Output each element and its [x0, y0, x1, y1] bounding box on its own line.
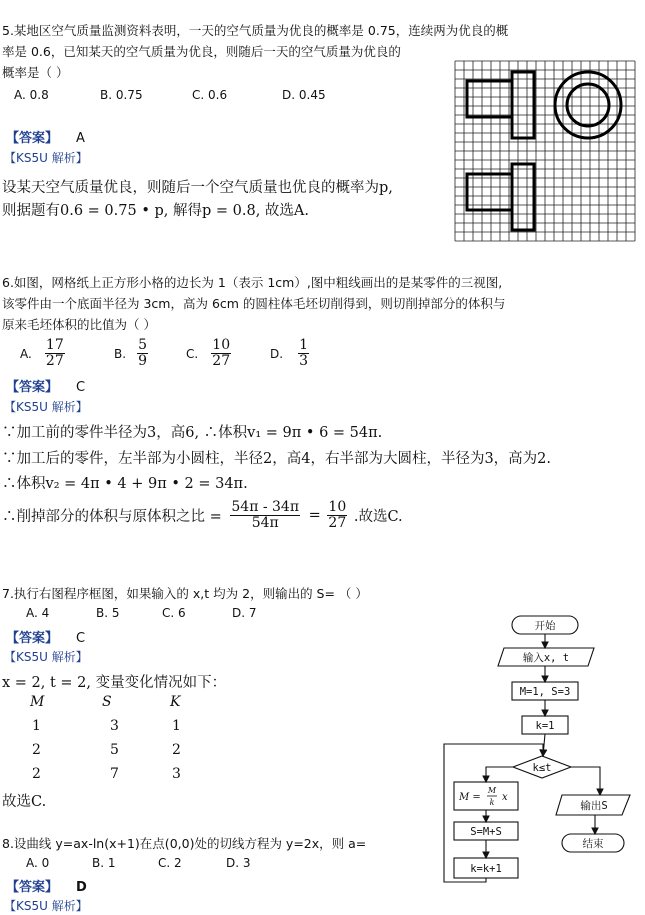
flow-init-label: M=1, S=3: [519, 686, 571, 698]
result-fraction: $\frac{10}{27}$: [328, 499, 347, 531]
q8-stem-line1: 8.设曲线 y=ax-ln(x+1)在点(0,0)处的切线方程为 y=2x，则 a=: [2, 836, 367, 851]
table-row: 1 3 1: [32, 718, 181, 734]
q5-stem-line1: 5.某地区空气质量监测资料表明，一天的空气质量为优良的概率是 0.75，连续两为优良的概: [2, 23, 509, 38]
answer-value: D: [76, 880, 87, 895]
table-header-cell: S: [102, 694, 112, 710]
flow-end-label: 结束: [582, 838, 604, 850]
answer-value: A: [76, 131, 85, 146]
q6-solution-line4: ∴削掉部分的体积与原体积之比 = $\frac{54\pi - 34\pi}{54\pi}$ = $\frac{10}{27}$ .故选C.: [2, 499, 403, 531]
q6-stem-line2: 该零件由一个底面半径为 3cm，高为 6cm 的圆柱体毛坯切削得到，则切削掉部分的体积与: [2, 296, 506, 311]
q5-answer: [6, 127, 85, 146]
q6-option-d: [270, 338, 309, 369]
q7-solution-line1: x = 2, t = 2, 变量变化情况如下：: [2, 675, 227, 691]
q5-solution-line1: 设某天空气质量优良，则随后一个空气质量也优良的概率为p,: [2, 180, 393, 196]
top-view-outer-circle: [555, 72, 621, 138]
flow-start-label: 开始: [534, 620, 556, 632]
q6-stem-line3: 原来毛坯体积的比值为（ ）: [2, 317, 156, 332]
front-view-small-rect: [467, 81, 512, 117]
q8-option-c: C. 2: [158, 856, 182, 870]
answer-label: 【答案】: [6, 880, 59, 895]
table-header-cell: M: [30, 694, 45, 710]
q7-answer: [6, 627, 85, 646]
q6-option-b: [114, 338, 148, 369]
q8-option-d: D. 3: [226, 856, 251, 870]
option-label: B.: [114, 347, 127, 361]
flow-k-step-label: k=k+1: [470, 863, 502, 875]
q7-variable-table: [30, 694, 200, 790]
flow-output-label: 输出S: [580, 800, 608, 812]
grid-lines: [455, 61, 635, 241]
q6-analysis-label: 【KS5U 解析】: [4, 400, 88, 414]
q7-option-b: B. 5: [96, 606, 120, 620]
q5-option-c: C. 0.6: [192, 88, 228, 102]
option-fraction: $\frac{17}{27}$: [45, 337, 64, 369]
option-label: C.: [186, 347, 199, 361]
flow-m-denominator: k: [489, 798, 495, 807]
q6-solution-line2: ∵加工后的零件，左半部为小圆柱，半径2，高4，右半部为大圆柱，半径为3，高为2.: [2, 451, 552, 467]
ratio-fraction: $\frac{54\pi - 34\pi}{54\pi}$: [231, 499, 300, 531]
flow-input-label: 输入x, t: [522, 652, 570, 664]
table-row: 2 5 2: [32, 742, 181, 758]
q6-option-c: [186, 338, 231, 369]
q7-solution-end: 故选C.: [2, 794, 47, 810]
answer-value: C: [76, 380, 86, 395]
q6-option-a: [20, 338, 65, 369]
table-row: 2 7 3: [32, 766, 181, 782]
q5-stem-line3: 概率是（ ）: [2, 65, 69, 80]
q7-stem-line1: 7.执行右图程序框图，如果输入的 x,t 均为 2，则输出的 S= （ ）: [2, 586, 368, 601]
option-fraction: $\frac{1}{3}$: [299, 337, 309, 369]
q8-answer: [6, 876, 87, 895]
answer-label: 【答案】: [6, 380, 59, 395]
three-view-grid-figure: [454, 60, 636, 242]
flow-s-step-label: S=M+S: [470, 826, 502, 838]
q6-stem-line1: 6.如图，网格纸上正方形小格的边长为 1（表示 1cm）,图中粗线画出的是某零件的三视图,: [2, 275, 503, 290]
option-fraction: $\frac{5}{9}$: [138, 337, 148, 369]
table-header-cell: K: [170, 694, 181, 710]
q8-option-a: A. 0: [26, 856, 50, 870]
q5-option-b: B. 0.75: [100, 88, 143, 102]
side-view-large-rect: [512, 164, 534, 230]
table-header: [30, 694, 200, 718]
q6-answer: [6, 376, 85, 395]
flow-m-prefix: M =: [459, 792, 481, 803]
q5-stem-line2: 率是 0.6，已知某天的空气质量为优良，则随后一天的空气质量为优良的: [2, 44, 401, 59]
top-view-inner-circle: [567, 84, 609, 126]
program-flowchart: [440, 612, 640, 884]
q5-option-a: A. 0.8: [14, 88, 49, 102]
flow-k1-label: k=1: [535, 720, 555, 732]
flow-m-numerator: M: [487, 786, 497, 795]
q5-analysis-label: 【KS5U 解析】: [4, 151, 88, 165]
q8-analysis-label: 【KS5U 解析】: [4, 899, 88, 913]
q7-option-a: A. 4: [26, 606, 50, 620]
flow-m-suffix: x: [502, 792, 508, 803]
q8-option-b: B. 1: [92, 856, 116, 870]
front-view-large-rect: [512, 72, 534, 138]
q6-solution-line1: ∵加工前的零件半径为3，高6, ∴体积v₁ = 9π • 6 = 54π.: [2, 425, 383, 441]
q5-solution-line2: 则据题有0.6 = 0.75 • p, 解得p = 0.8, 故选A.: [2, 203, 309, 219]
answer-value: C: [76, 631, 86, 646]
q7-option-c: C. 6: [162, 606, 186, 620]
answer-label: 【答案】: [6, 631, 59, 646]
option-label: A.: [20, 347, 32, 361]
option-label: D.: [270, 347, 284, 361]
option-fraction: $\frac{10}{27}$: [212, 337, 231, 369]
answer-label: 【答案】: [6, 131, 59, 146]
flow-condition-label: k≤t: [532, 762, 552, 774]
q7-analysis-label: 【KS5U 解析】: [4, 650, 88, 664]
q5-option-d: D. 0.45: [282, 88, 326, 102]
q7-option-d: D. 7: [232, 606, 257, 620]
q6-solution-line3: ∴体积v₂ = 4π • 4 + 9π • 2 = 34π.: [2, 476, 248, 492]
